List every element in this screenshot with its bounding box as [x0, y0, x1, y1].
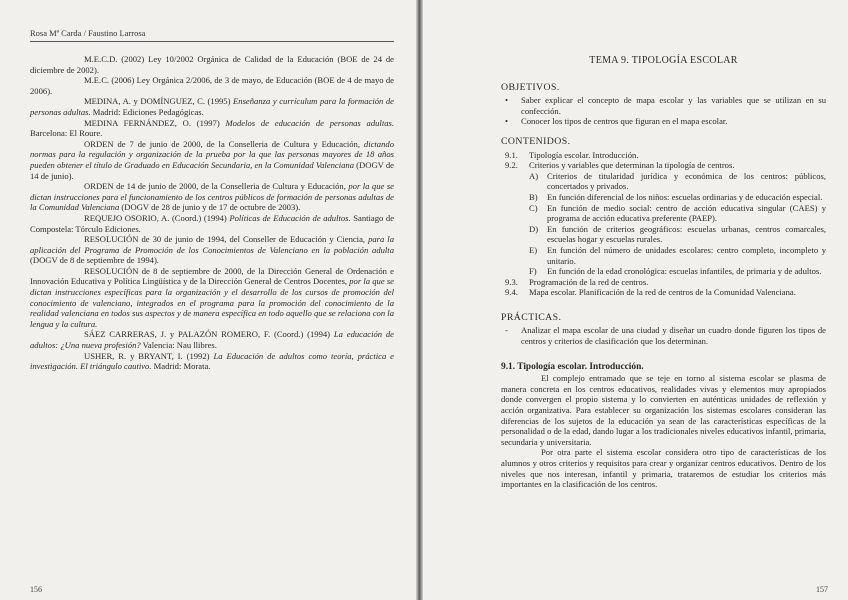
body-paragraph: Por otra parte el sistema escolar considera otro tipo de características de los alumnos y otros criterios y requisitos para crear y organizar centros educativos. Dentro de los niveles que nos interesan, infantil y primaria, trataremos de estudiar los criterios más importantes en la clasificación de los centros.	[501, 447, 826, 490]
running-head: Rosa Mª Carda / Faustino Larrosa	[30, 28, 146, 38]
reference-entry: M.E.C. (2006) Ley Orgánica 2/2006, de 3 de mayo, de Educación (BOE de 4 de mayo de 2006).	[30, 75, 394, 96]
section-heading: 9.1. Tipología escolar. Introducción.	[501, 361, 644, 372]
reference-entry: ORDEN de 14 de junio de 2000, de la Conselleria de Cultura y Educación, por la que se dictan instrucciones para el funcionamiento de los centros públicos de formación de personas adultas de la Comunidad Valenciana (DOGV de 28 de junio y de 17 de octubre de 2003).	[30, 181, 394, 213]
contenido-item: 9.3. Programación de la red de centros.	[505, 276, 649, 287]
chapter-title: TEMA 9. TIPOLOGÍA ESCOLAR	[589, 55, 738, 66]
left-page	[0, 0, 416, 600]
reference-entry: ORDEN de 7 de junio de 2000, de la Conselleria de Cultura y Educación, dictando normas para la regulación y organización de la prueba por la que las personas mayores de 18 años pueden obtener el título de Graduado en Educación Secundaria, en la Comunidad Valenciana (DOGV de 14 de junio).	[30, 138, 394, 181]
reference-list	[30, 54, 394, 372]
contenido-subitem: D) En función de criterios geográficos: escuelas urbanas, centros comarcales, escuelas hogar y escuelas rurales.	[529, 223, 826, 245]
book-gutter	[416, 0, 423, 600]
right-page	[423, 0, 848, 600]
bullet-icon: •	[505, 116, 509, 127]
reference-entry: MEDINA FERNÁNDEZ, O. (1997) Modelos de educación de personas adultas. Barcelona: El Roure.	[30, 117, 394, 139]
dash-icon: -	[505, 325, 508, 336]
reference-entry: MEDINA, A. y DOMÍNGUEZ, C. (1995) Enseñanza y currículum para la formación de personas adultas. Madrid: Ediciones Pedagógicas.	[30, 96, 394, 117]
contenido-subitem: B) En función diferencial de los niños: escuelas ordinarias y de educación especial.	[529, 191, 823, 202]
contenidos-heading: CONTENIDOS.	[501, 135, 571, 147]
page-number: 156	[30, 585, 42, 594]
objetivo-item: • Saber explicar el concepto de mapa escolar y las variables que se utilizan en su confección.	[505, 95, 826, 116]
reference-entry: M.E.C.D. (2002) Ley 10/2002 Orgánica de Calidad de la Educación (BOE de 24 de diciembre de 2002).	[30, 54, 394, 75]
contenido-subitem: C) En función de medio social: centro de acción educativa singular (CAES) y programa de acción educativa preferente (PAEP).	[529, 202, 826, 224]
header-rule	[30, 41, 394, 42]
body-paragraph: El complejo entramado que se teje en torno al sistema escolar se plasma de manera concreta en los centros educativos, realidades vivas y elementos muy apropiados donde convergen el propio sistema y lo convierten en auténticas unidades de reflexión y acción organizativa. Para establecer su organización los sistemas escolares consideran las diferencias de los sujetos de la educación ya sean de las características específicas de la personalidad o de la edad, dando lugar a los tradicionales niveles educativos infantil, primaria, secundaria y universitaria.	[501, 373, 826, 447]
reference-entry: USHER, R. y BRYANT, I. (1992) La Educación de adultos como teoría, práctica e investigación. El triángulo cautivo. Madrid: Morata.	[30, 350, 394, 372]
practica-item: - Analizar el mapa escolar de una ciudad y diseñar un cuadro donde figuren los tipos de centros y criterios de clasificación que los determinan.	[505, 325, 826, 347]
reference-entry: RESOLUCIÓN de 30 de junio de 1994, del Conseller de Educación y Ciencia, para la aplicación del Programa de Promoción de los Conocimientos de Valenciano en la población adulta (DOGV de 8 de septiembre de 1994).	[30, 234, 394, 266]
contenido-item: 9.1. Tipología escolar. Introducción.	[505, 149, 639, 160]
page-number: 157	[816, 585, 828, 594]
contenido-subitem: A) Criterios de titularidad jurídica y económica de los centros: públicos, concertados y privados.	[529, 170, 826, 192]
contenido-subitem: F) En función de la edad cronológica: escuelas infantiles, de primaria y de adultos.	[529, 266, 822, 277]
reference-entry: RESOLUCIÓN de 8 de septiembre de 2000, de la Dirección General de Ordenación e Innovación Educativa y Política Lingüística y de la Dirección General de Centros Docentes, por la que se dictan instrucciones específicas para la organización y el desarrollo de los cursos de promoción del conocimiento de valenciano, integrados en el programa para la promoción del conocimiento de la realidad valenciana en todos sus aspectos y de manera específica en todo aquello que se relaciona con la lengua y la cultura.	[30, 265, 394, 329]
contenido-item: 9.4. Mapa escolar. Planificación de la red de centros de la Comunidad Valenciana.	[505, 287, 796, 298]
reference-entry: REQUEJO OSORIO, A. (Coord.) (1994) Políticas de Educación de adultos. Santiago de Compostela: Tórculo Ediciones.	[30, 212, 395, 234]
contenido-subitem: E) En función del número de unidades escolares: centro completo, incompleto y unitario.	[529, 244, 826, 266]
chapter-content	[501, 56, 826, 490]
objetivo-item: • Conocer los tipos de centros que figuran en el mapa escolar.	[505, 116, 728, 127]
objetivos-heading: OBJETIVOS.	[501, 81, 560, 93]
bullet-icon: •	[505, 95, 509, 106]
contenido-item: 9.2. Criterios y variables que determinan la tipología de centros.	[505, 160, 735, 171]
practicas-heading: PRÁCTICAS.	[501, 311, 562, 323]
reference-entry: SÁEZ CARRERAS, J. y PALAZÓN ROMERO, F. (Coord.) (1994) La educación de adultos: ¿Una nueva profesión? Valencia: Nau llibres.	[30, 329, 394, 351]
